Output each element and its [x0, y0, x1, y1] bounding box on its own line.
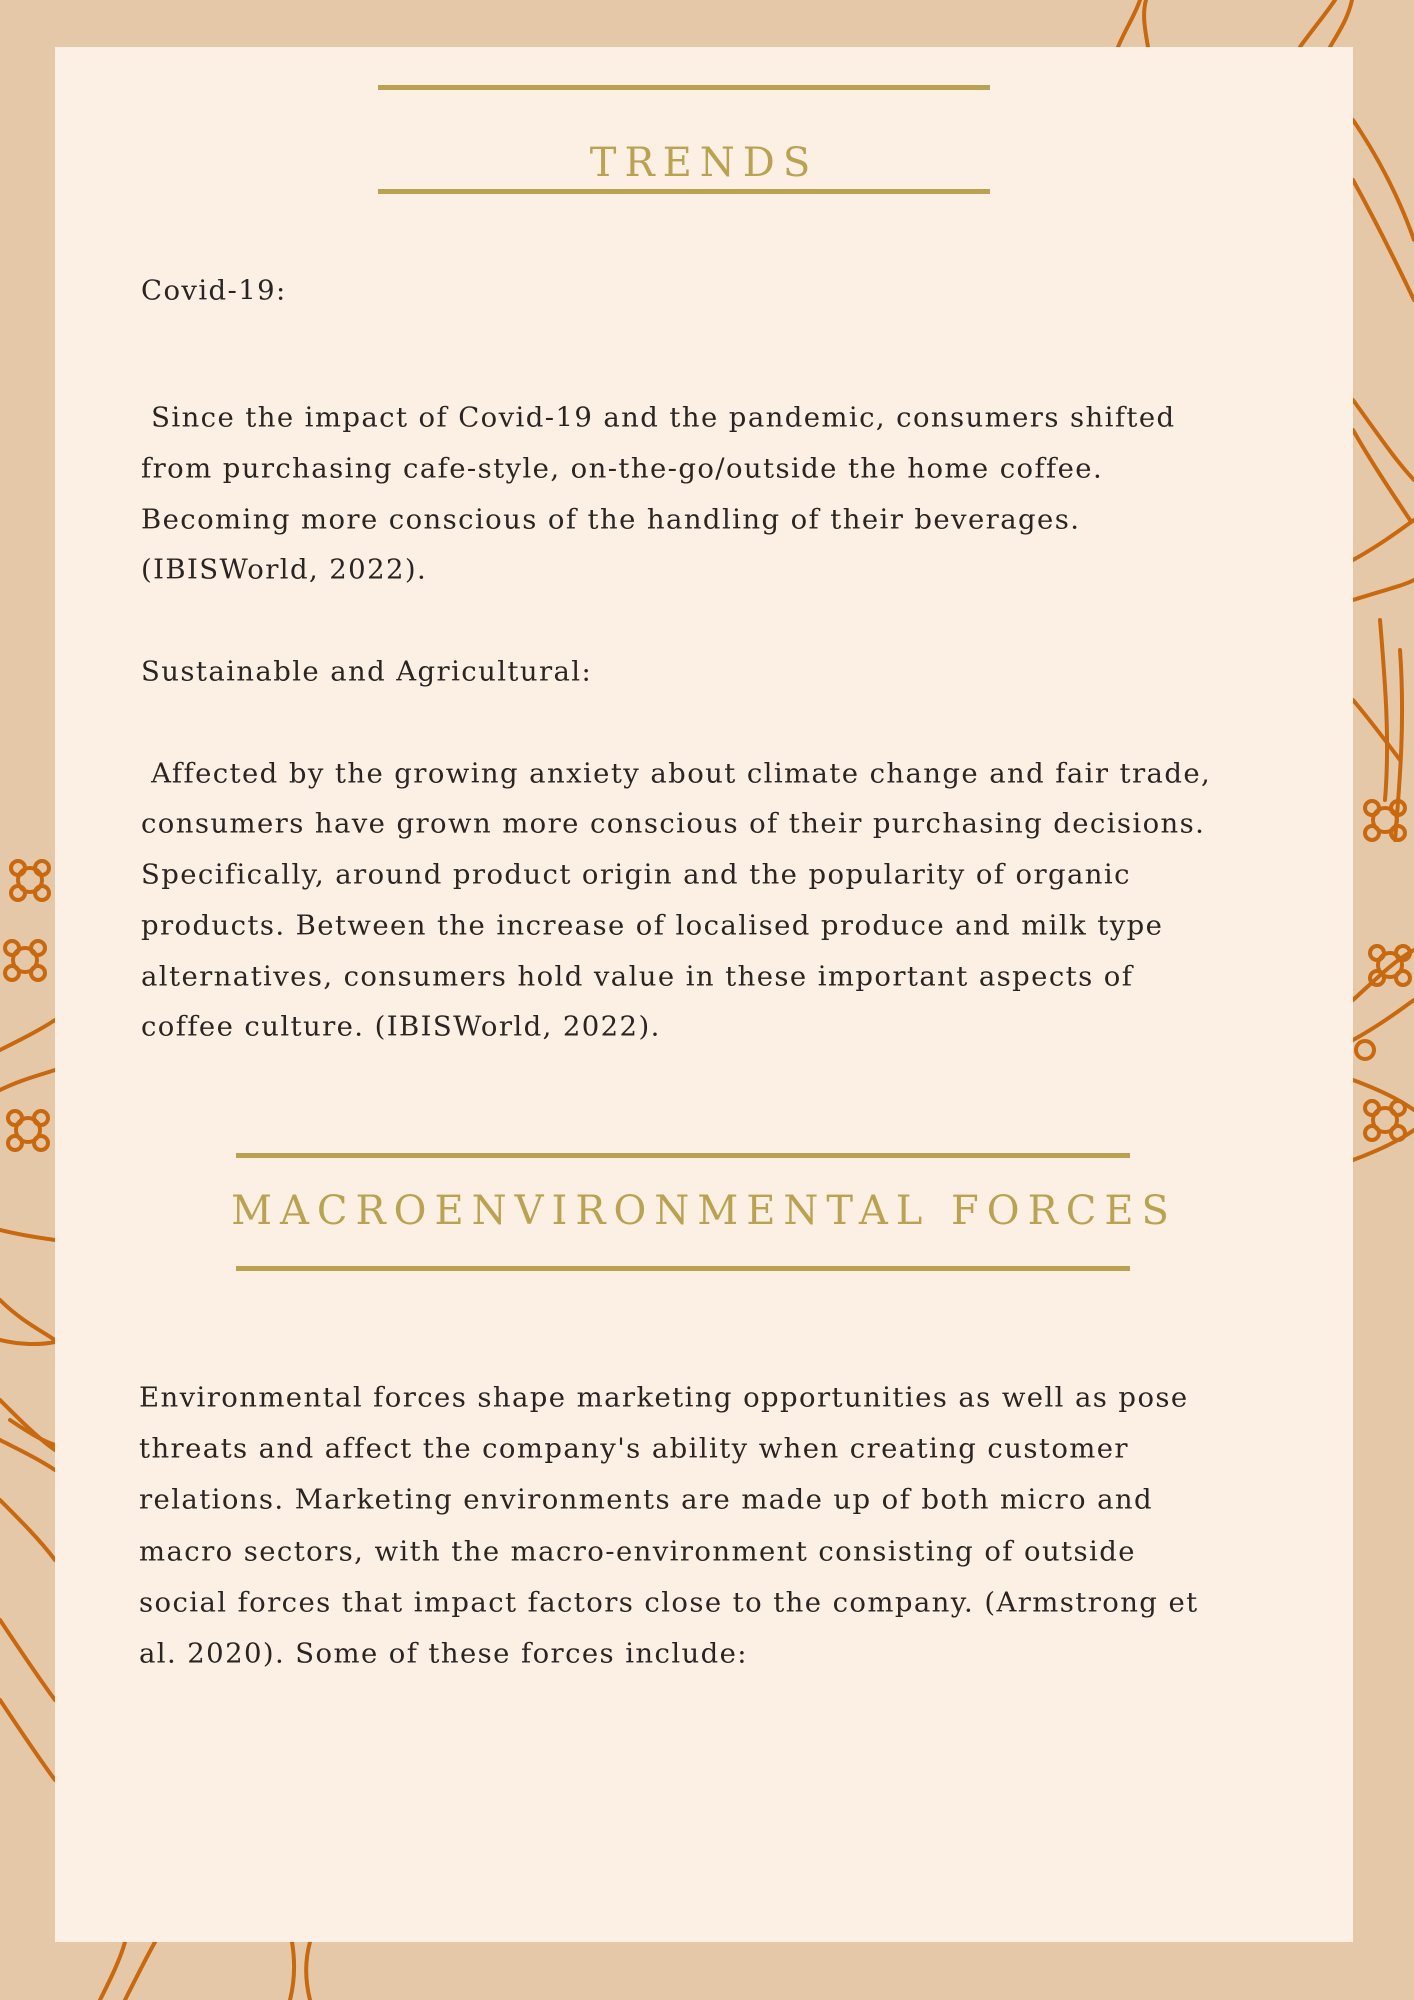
covid-line: Since the impact of Covid-19 and the pandemic, consumers shifted: [141, 401, 1176, 434]
macro-line: macro sectors, with the macro-environment consisting of outside: [139, 1535, 1136, 1568]
sustainable-line: coffee culture. (IBISWorld, 2022).: [141, 1010, 661, 1043]
macro-heading: MACROENVIRONMENTAL FORCES: [231, 1188, 1177, 1234]
sustainable-line: products. Between the increase of localised produce and milk type: [141, 909, 1164, 942]
sustainable-line: Affected by the growing anxiety about climate change and fair trade,: [141, 757, 1212, 790]
macro-line: relations. Marketing environments are made up of both micro and: [139, 1483, 1154, 1516]
macro-line: social forces that impact factors close to the company. (Armstrong et: [139, 1586, 1199, 1619]
covid-line: Becoming more conscious of the handling of their beverages.: [141, 503, 1081, 536]
macro-line: al. 2020). Some of these forces include:: [139, 1637, 748, 1670]
covid-line: (IBISWorld, 2022).: [141, 553, 428, 586]
macro-heading-block: [55, 1153, 1353, 1273]
trends-bottom-rule: [378, 189, 990, 194]
trends-heading-block: [55, 85, 1353, 205]
covid-line: from purchasing cafe-style, on-the-go/outside the home coffee.: [141, 452, 1104, 485]
sustainable-line: Specifically, around product origin and the popularity of organic: [141, 858, 1131, 891]
sustainable-label: Sustainable and Agricultural:: [141, 655, 593, 688]
macro-top-rule: [236, 1153, 1130, 1158]
macro-line: Environmental forces shape marketing opportunities as well as pose: [139, 1381, 1189, 1414]
trends-heading: TRENDS: [589, 140, 819, 186]
macro-line: threats and affect the company's ability when creating customer: [139, 1432, 1129, 1465]
macro-bottom-rule: [236, 1266, 1130, 1271]
document-page: [55, 47, 1353, 1942]
sustainable-line: alternatives, consumers hold value in these important aspects of: [141, 960, 1134, 993]
covid-label: Covid-19:: [141, 274, 287, 307]
trends-top-rule: [378, 85, 990, 90]
sustainable-line: consumers have grown more conscious of their purchasing decisions.: [141, 807, 1206, 840]
